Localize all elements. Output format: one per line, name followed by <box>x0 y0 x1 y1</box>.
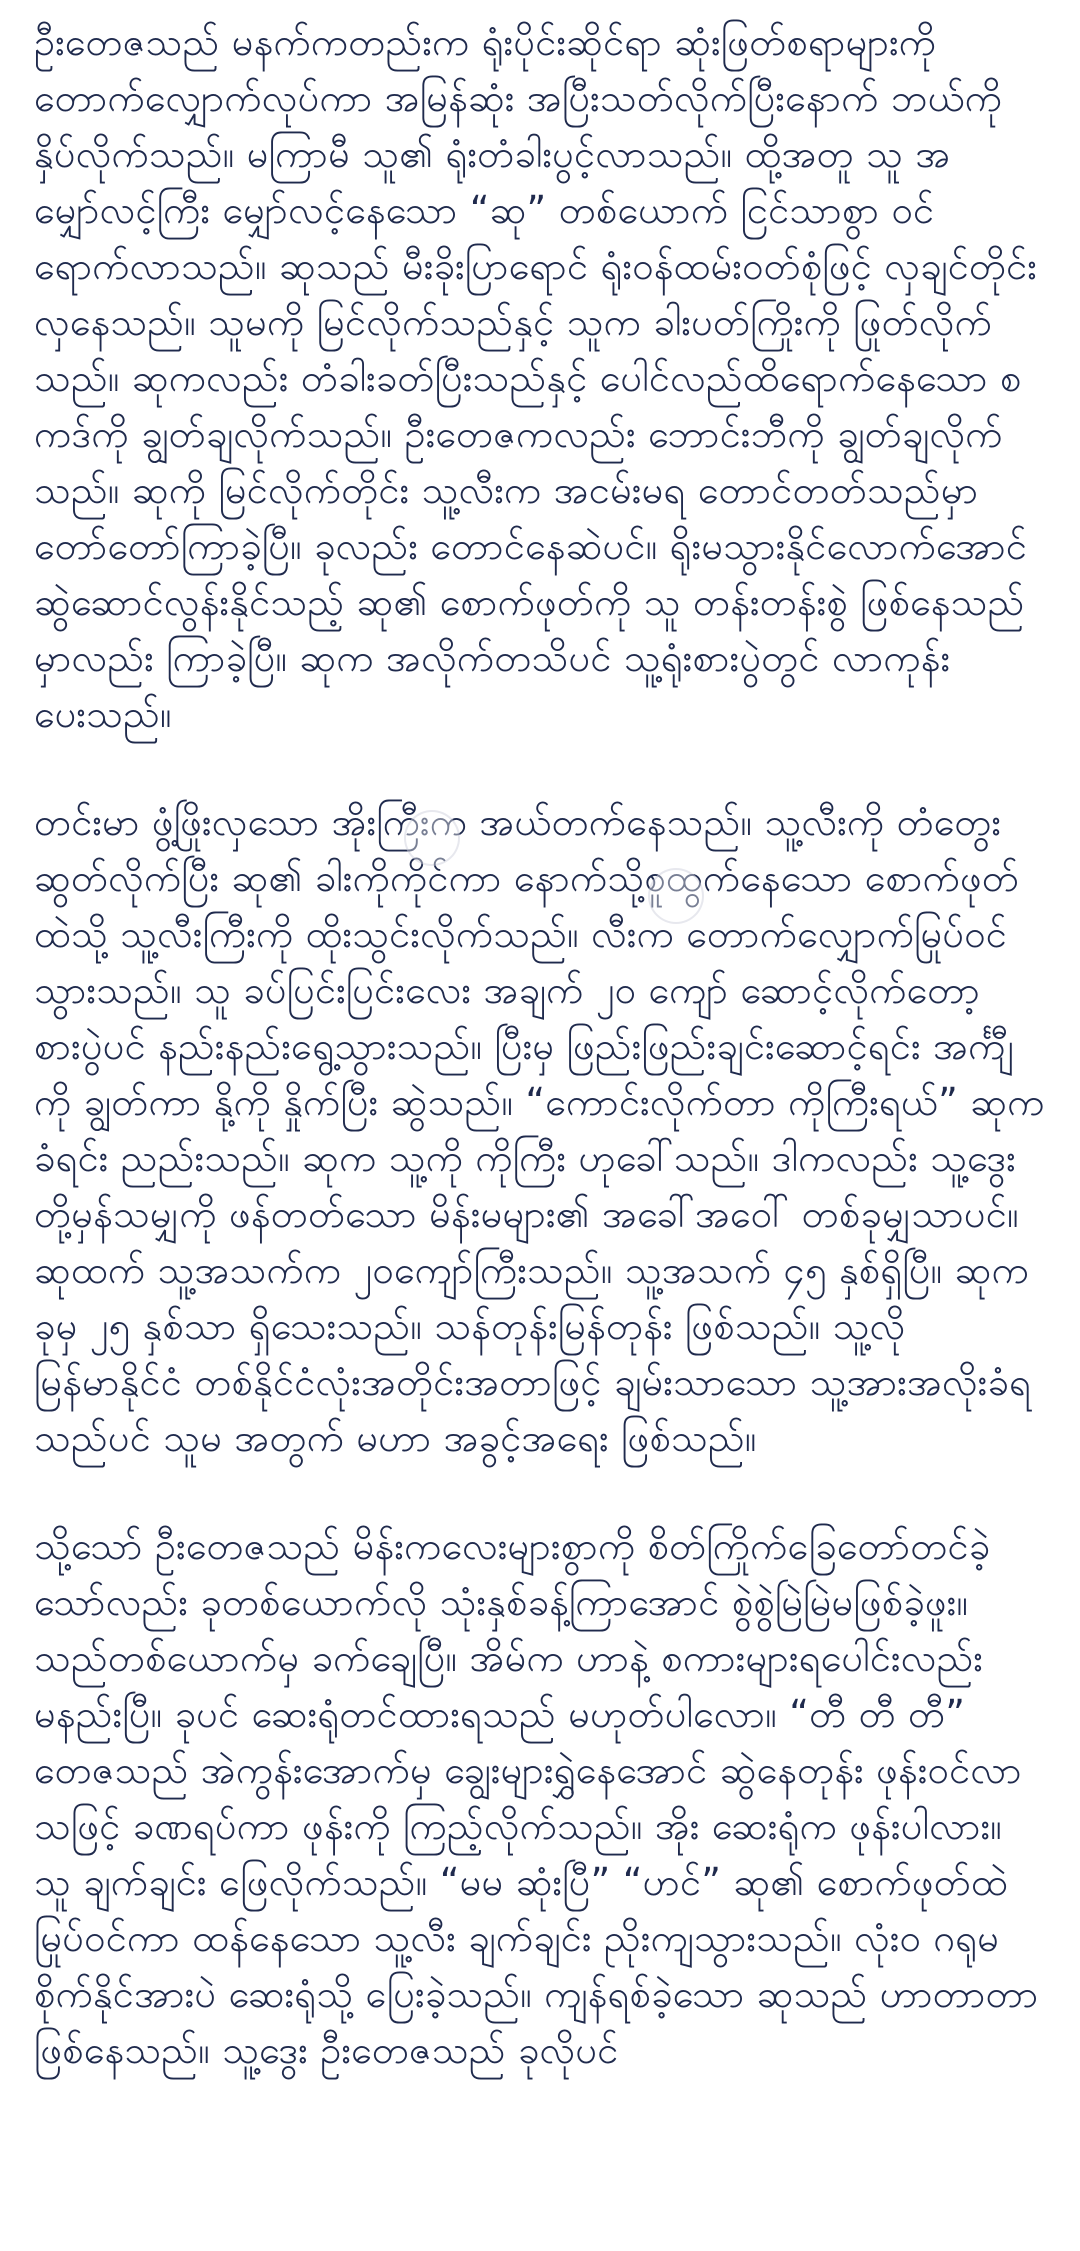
touch-indicator <box>404 810 460 866</box>
paragraph: ဦးတေဇသည် မနက်ကတည်းက ရုံးပိုင်းဆိုင်ရာ ဆုံးဖြတ်စရာများကို တောက်လျှောက်လုပ်ကာ အမြန်ဆုံး အပြီးသတ်လိုက်ပြီးနောက် ဘယ်ကို နှိပ်လိုက်သည်။ မကြာမီ သူ၏ ရုံးတံခါးပွင့်လာသည်။ ထို့အတူ သူ အမျှော်လင့်ကြီး မျှော်လင့်နေသော “ဆု” တစ်ယောက် ငြင်သာစွာ ဝင်ရောက်လာသည်။ ဆုသည် မီးခိုးပြာရောင် ရုံးဝန်ထမ်းဝတ်စုံဖြင့် လှချင်တိုင်း လှနေသည်။ သူမကို မြင်လိုက်သည်နှင့် သူက ခါးပတ်ကြိုးကို ဖြုတ်လိုက်သည်။ ဆုကလည်း တံခါးခတ်ပြီးသည်နှင့် ပေါင်လည်ထိရောက်နေသော စကဒ်ကို ချွတ်ချလိုက်သည်။ ဦးတေဇကလည်း ဘောင်းဘီကို ချွတ်ချလိုက်သည်။ ဆုကို မြင်လိုက်တိုင်း သူ့လီးက အငမ်းမရ တောင်တတ်သည်မှာ တော်တော်ကြာခဲ့ပြီ။ ခုလည်း တောင်နေဆဲပင်။ ရိုးမသွားနိုင်လောက်အောင် ဆွဲဆောင်လွန်းနိုင်သည့် ဆု၏ စောက်ဖုတ်ကို သူ တန်းတန်းစွဲ ဖြစ်နေသည်မှာလည်း ကြာခဲ့ပြီ။ ဆုက အလိုက်တသိပင် သူ့ရုံးစားပွဲတွင် လာကုန်းပေးသည်။ <box>34 20 1038 736</box>
paragraph: တင်းမာ ဖွံ့ဖြိုးလှသော အိုးကြီးက အယ်တက်နေသည်။ သူ့လီးကို တံတွေးဆွတ်လိုက်ပြီး ဆု၏ ခါးကိုကိုင်ကာ နောက်သို့စူထွက်နေသော စောက်ဖုတ်ထဲသို့ သူ့လီးကြီးကို ထိုးသွင်းလိုက်သည်။ လီးက တောက်လျှောက်မြုပ်ဝင်သွားသည်။ သူ ခပ်ပြင်းပြင်းလေး အချက် ၂၀ ကျော် ဆောင့်လိုက်တော့ စားပွဲပင် နည်းနည်းရွေ့သွားသည်။ ပြီးမှ ဖြည်းဖြည်းချင်းဆောင့်ရင်း အင်္ကျီကို ချွတ်ကာ နို့ကို နှိုက်ပြီး ဆွဲသည်။ “ကောင်းလိုက်တာ ကိုကြီးရယ်” ဆုက ခံရင်း ညည်းသည်။ ဆုက သူ့ကို ကိုကြီး ဟုခေါ်သည်။ ဒါကလည်း သူ့ဒွေးတို့မှန်သမျှကို ဖန်တတ်သော မိန်းမများ၏ အခေါ်အဝေါ် တစ်ခုမျှသာပင်။ ဆုထက် သူ့အသက်က ၂၀ကျော်ကြီးသည်။ သူ့အသက် ၄၅ နှစ်ရှိပြီ။ ဆုက ခုမှ ၂၅ နှစ်သာ ရှိသေးသည်။ သန်တုန်းမြန်တုန်း ဖြစ်သည်။ သူ့လို မြန်မာနိုင်ငံ တစ်နိုင်ငံလုံးအတိုင်းအတာဖြင့် ချမ်းသာသော သူ့အားအလိုးခံရသည်ပင် သူမ အတွက် မဟာ အခွင့်အရေး ဖြစ်သည်။ <box>34 800 1045 1460</box>
article-body <box>34 14 1048 2130</box>
paragraph: သို့သော် ဦးတေဇသည် မိန်းကလေးများစွာကို စိတ်ကြိုက်ခြေတော်တင်ခဲ့သော်လည်း ခုတစ်ယောက်လို သုံးနှစ်ခန့်ကြာအောင် စွဲစွဲမြဲမြဲမဖြစ်ခဲ့ဖူး။ သည်တစ်ယောက်မှ ခက်ချေပြီ။ အိမ်က ဟာနဲ့ စကားများရပေါင်းလည်း မနည်းပြီ။ ခုပင် ဆေးရုံတင်ထားရသည် မဟုတ်ပါလော။ “တီ တီ တီ” တေဇသည် အဲကွန်းအောက်မှ ချွေးများရွှဲနေအောင် ဆွဲနေတုန်း ဖုန်းဝင်လာသဖြင့် ခဏရပ်ကာ ဖုန်းကို ကြည့်လိုက်သည်။ အိုး ဆေးရုံက ဖုန်းပါလား။ သူ ချက်ချင်း ဖြေလိုက်သည်။ “မမ ဆုံးပြီ” “ဟင်” ဆု၏ စောက်ဖုတ်ထဲမြုပ်ဝင်ကာ ထန်နေသော သူ့လီး ချက်ချင်း ညိုးကျသွားသည်။ လုံးဝ ဂရုမစိုက်နိုင်အားပဲ ဆေးရုံသို့ ပြေးခဲ့သည်။ ကျန်ရစ်ခဲ့သော ဆုသည် ဟာတာတာ ဖြစ်နေသည်။ သူ့ဒွေး ဦးတေဇသည် ခုလိုပင် <box>34 1524 1039 2072</box>
touch-indicator <box>648 868 704 924</box>
